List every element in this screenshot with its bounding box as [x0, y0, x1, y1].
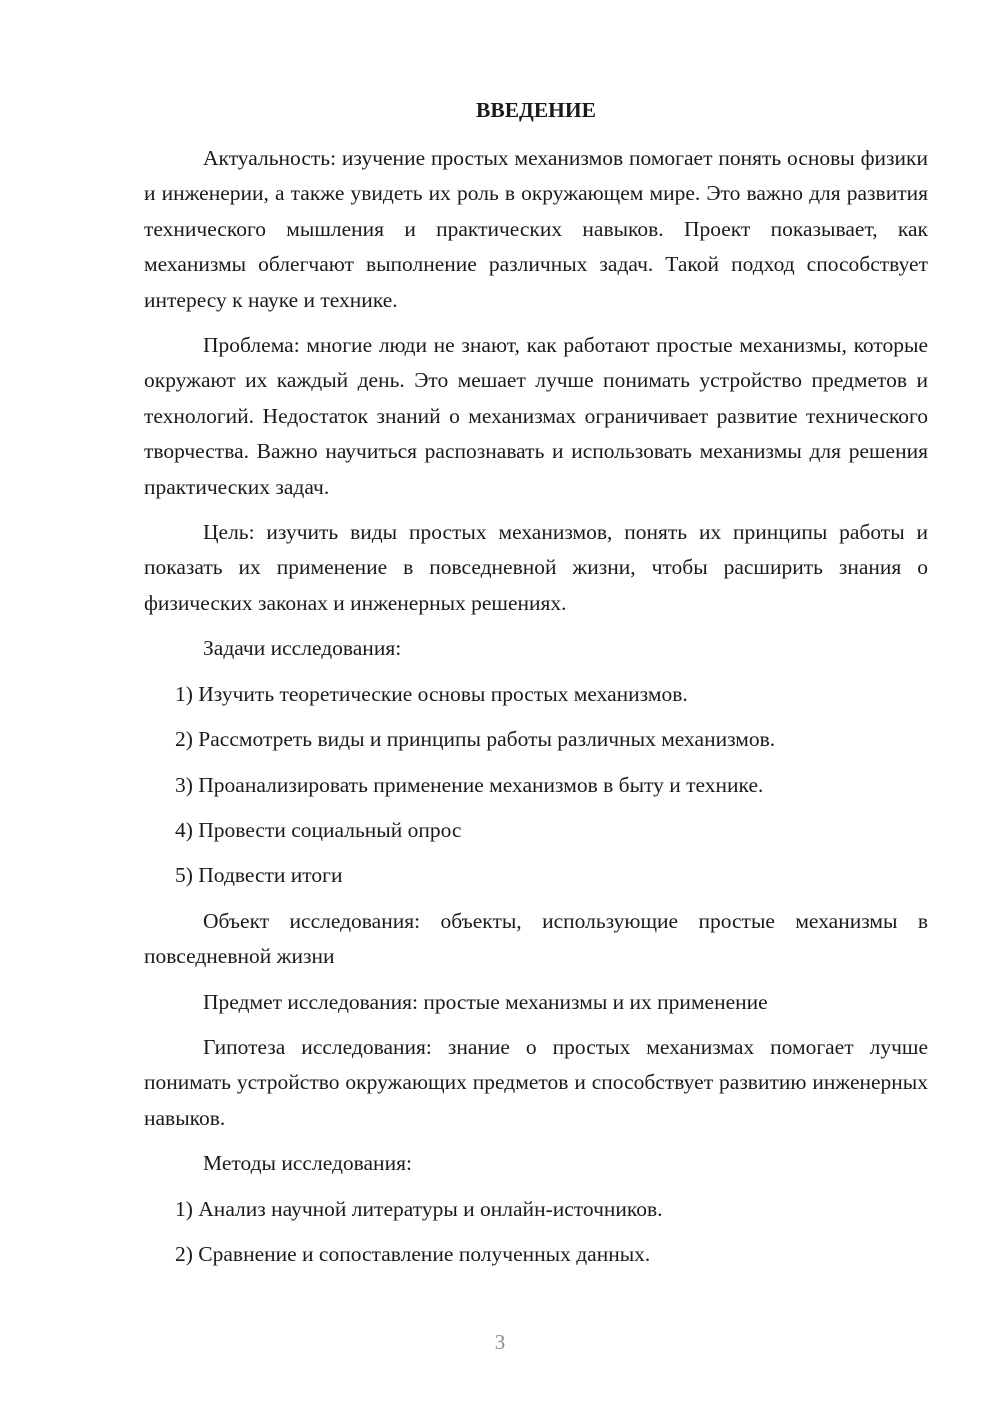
- method-item: 1) Анализ научной литературы и онлайн-источников.: [175, 1196, 663, 1221]
- method-item: 2) Сравнение и сопоставление полученных данных.: [175, 1241, 651, 1266]
- task-item: 3) Проанализировать применение механизмов в быту и технике.: [175, 772, 764, 797]
- subject-paragraph: Предмет исследования: простые механизмы и их применение: [203, 989, 768, 1014]
- task-item: 4) Провести социальный опрос: [175, 817, 462, 842]
- document-page: [144, 92, 928, 1282]
- relevance-paragraph: Актуальность: изучение простых механизмов помогает понять основы физики и инженерии, а также увидеть их роль в окружающем мире. Это важно для развития технического мышления и практических навыков. Проект показывает, как механизмы облегчают выполнение различных задач. Такой подход способствует интересу к науке и технике.: [144, 146, 928, 312]
- hypothesis-paragraph: Гипотеза исследования: знание о простых механизмах помогает лучше понимать устройство окружающих предметов и способствует развитию инженерных навыков.: [144, 1034, 928, 1130]
- section-heading: ВВЕДЕНИЕ: [476, 98, 596, 122]
- task-item: 1) Изучить теоретические основы простых механизмов.: [175, 681, 688, 706]
- tasks-label: Задачи исследования:: [203, 636, 402, 661]
- task-item: 5) Подвести итоги: [175, 863, 343, 888]
- task-item: 2) Рассмотреть виды и принципы работы различных механизмов.: [175, 727, 776, 752]
- object-paragraph: Объект исследования: объекты, использующие простые механизмы в повседневной жизни: [144, 908, 928, 969]
- methods-label: Методы исследования:: [203, 1151, 412, 1176]
- goal-paragraph: Цель: изучить виды простых механизмов, понять их принципы работы и показать их применение в повседневной жизни, чтобы расширить знания о физических законах и инженерных решениях.: [144, 520, 928, 615]
- page-number: 3: [494, 1330, 506, 1354]
- problem-paragraph: Проблема: многие люди не знают, как работают простые механизмы, которые окружают их каждый день. Это мешает лучше понимать устройство предметов и технологий. Недостаток знаний о механизмах ограничивает развитие технического творчества. Важно научиться распознавать и использовать механизмы для решения практических задач.: [144, 333, 928, 499]
